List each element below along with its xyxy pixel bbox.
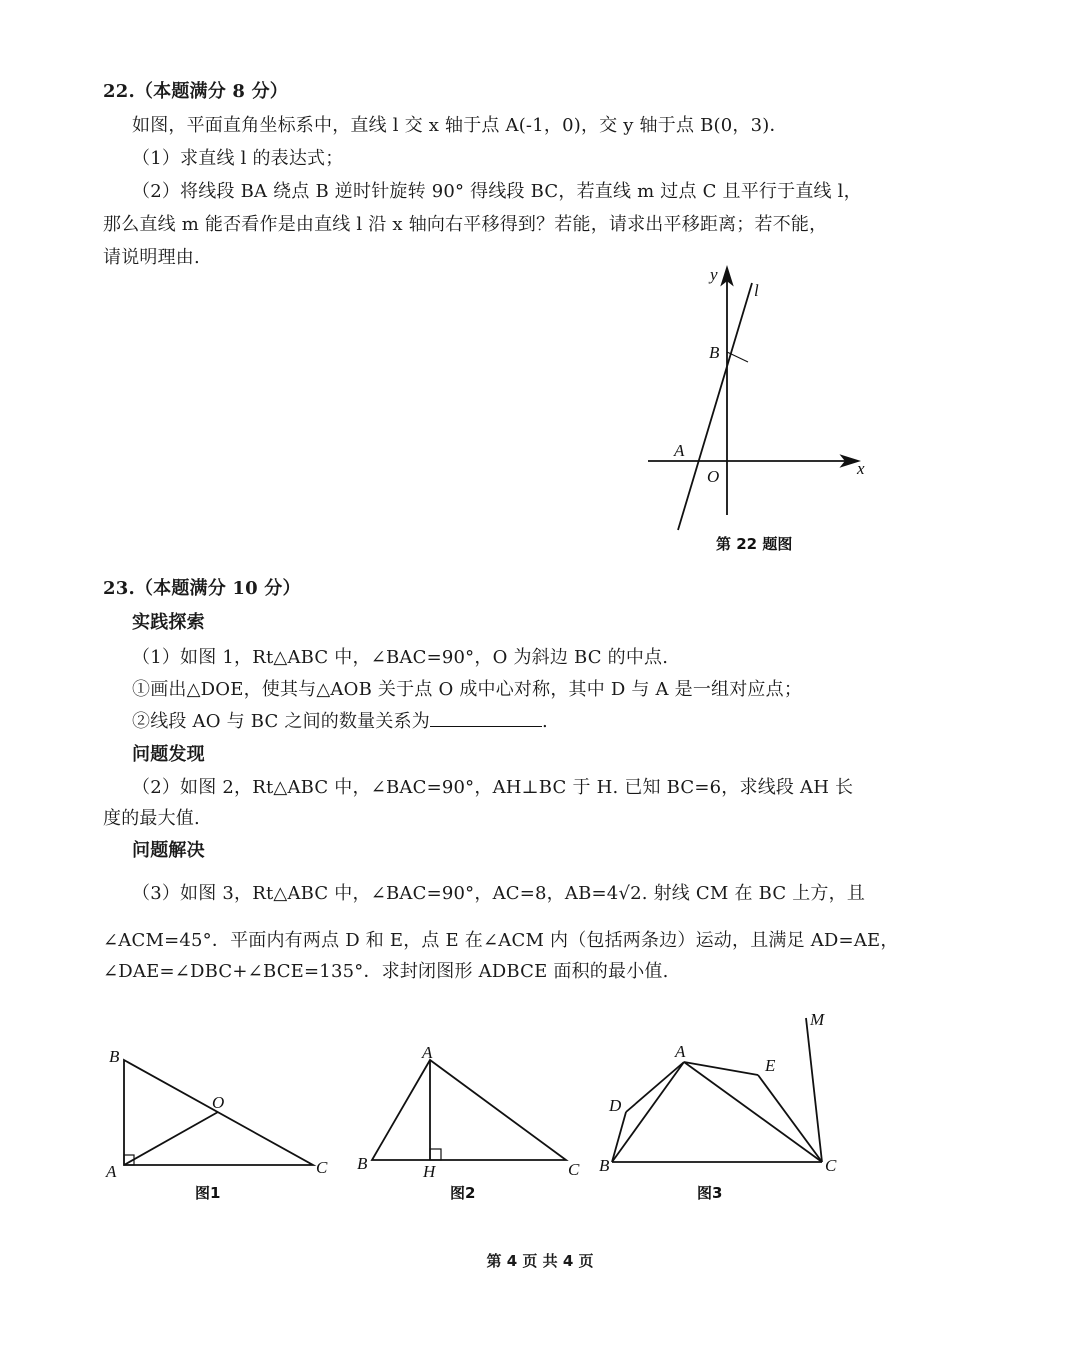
q22-part2-line3: 请说明理由.	[103, 247, 200, 268]
label-y: y	[710, 265, 718, 284]
q23-part2-line1: （2）如图 2，Rt△ABC 中，∠BAC=90°，AH⊥BC 于 H. 已知 BC=6，求线段 AH 长	[132, 777, 854, 798]
fig2-label-H: H	[423, 1162, 436, 1181]
q23-part1b-end: .	[541, 711, 548, 732]
fig2-label-C: C	[568, 1160, 580, 1179]
figure-1	[105, 1047, 328, 1202]
fig1-label-B: B	[109, 1047, 120, 1066]
q23-header: 23.（本题满分 10 分）	[103, 578, 301, 599]
q22-part2-line2: 那么直线 m 能否看作是由直线 l 沿 x 轴向右平移得到？若能，请求出平移距离；若不能，	[103, 214, 828, 235]
fig1-label-A: A	[106, 1162, 117, 1181]
label-x: x	[857, 459, 865, 478]
q23-section-discover: 问题发现	[132, 744, 205, 765]
label-l: l	[754, 281, 759, 300]
fig1-label-C: C	[316, 1158, 328, 1177]
segment-ao	[124, 1112, 218, 1165]
fig2-caption: 图2	[450, 1184, 476, 1202]
figure-3	[599, 1010, 837, 1202]
fig3-label-E: E	[765, 1056, 776, 1075]
q22-stem: 如图，平面直角坐标系中，直线 l 交 x 轴于点 A(-1，0)，交 y 轴于点 B(0，3)．	[132, 115, 788, 136]
segment-ad	[626, 1062, 684, 1112]
label-B: B	[709, 343, 720, 362]
label-A: A	[674, 441, 685, 460]
segment-ac	[684, 1062, 822, 1162]
q23-part2-line2: 度的最大值.	[103, 808, 200, 829]
label-O: O	[707, 467, 720, 486]
figure-22	[648, 265, 865, 553]
fig3-label-B: B	[599, 1156, 610, 1175]
fig3-label-C: C	[825, 1156, 837, 1175]
right-angle-mark	[430, 1149, 441, 1160]
fig2-label-A: A	[422, 1043, 433, 1062]
q23-part3-line2: ∠ACM=45°．平面内有两点 D 和 E，点 E 在∠ACM 内（包括两条边）运动，且满足 AD=AE，	[103, 930, 899, 951]
fig3-caption: 图3	[697, 1184, 723, 1202]
q22-part2-line1: （2）将线段 BA 绕点 B 逆时针旋转 90° 得线段 BC，若直线 m 过点 C 且平行于直线 l，	[132, 181, 862, 202]
q22-header: 22.（本题满分 8 分）	[103, 81, 288, 102]
fig2-label-B: B	[357, 1154, 368, 1173]
triangle-abc	[372, 1060, 566, 1160]
q23-part3-line3: ∠DAE=∠DBC+∠BCE=135°．求封闭图形 ADBCE 面积的最小值.	[103, 961, 669, 982]
fig1-label-O: O	[212, 1093, 225, 1112]
fig3-label-A: A	[675, 1042, 686, 1061]
q23-part3-line1: （3）如图 3，Rt△ABC 中，∠BAC=90°，AC=8，AB=4√2. 射线 CM 在 BC 上方，且	[132, 883, 866, 904]
page-footer: 第 4 页 共 4 页	[486, 1252, 594, 1270]
fig3-label-M: M	[810, 1010, 825, 1029]
q22-part1: （1）求直线 l 的表达式；	[132, 148, 344, 169]
ray-cm	[806, 1018, 822, 1162]
fig1-caption: 图1	[195, 1184, 221, 1202]
q23-part1b-text: ②线段 AO 与 BC 之间的数量关系为	[132, 711, 430, 732]
line-l	[678, 283, 752, 530]
segment-ec	[758, 1075, 822, 1162]
q23-part1: （1）如图 1，Rt△ABC 中，∠BAC=90°，O 为斜边 BC 的中点.	[132, 647, 669, 668]
fig3-label-D: D	[609, 1096, 622, 1115]
q23-part1a: ①画出△DOE，使其与△AOB 关于点 O 成中心对称，其中 D 与 A 是一组对应点；	[132, 679, 803, 700]
segment-db	[612, 1112, 626, 1162]
figure-2	[357, 1043, 580, 1202]
segment-ae	[684, 1062, 758, 1075]
q23-section-solve: 问题解决	[132, 840, 205, 861]
figure-22-caption: 第 22 题图	[716, 535, 793, 553]
segment-ab	[612, 1062, 684, 1162]
q23-section-explore: 实践探索	[132, 612, 205, 633]
